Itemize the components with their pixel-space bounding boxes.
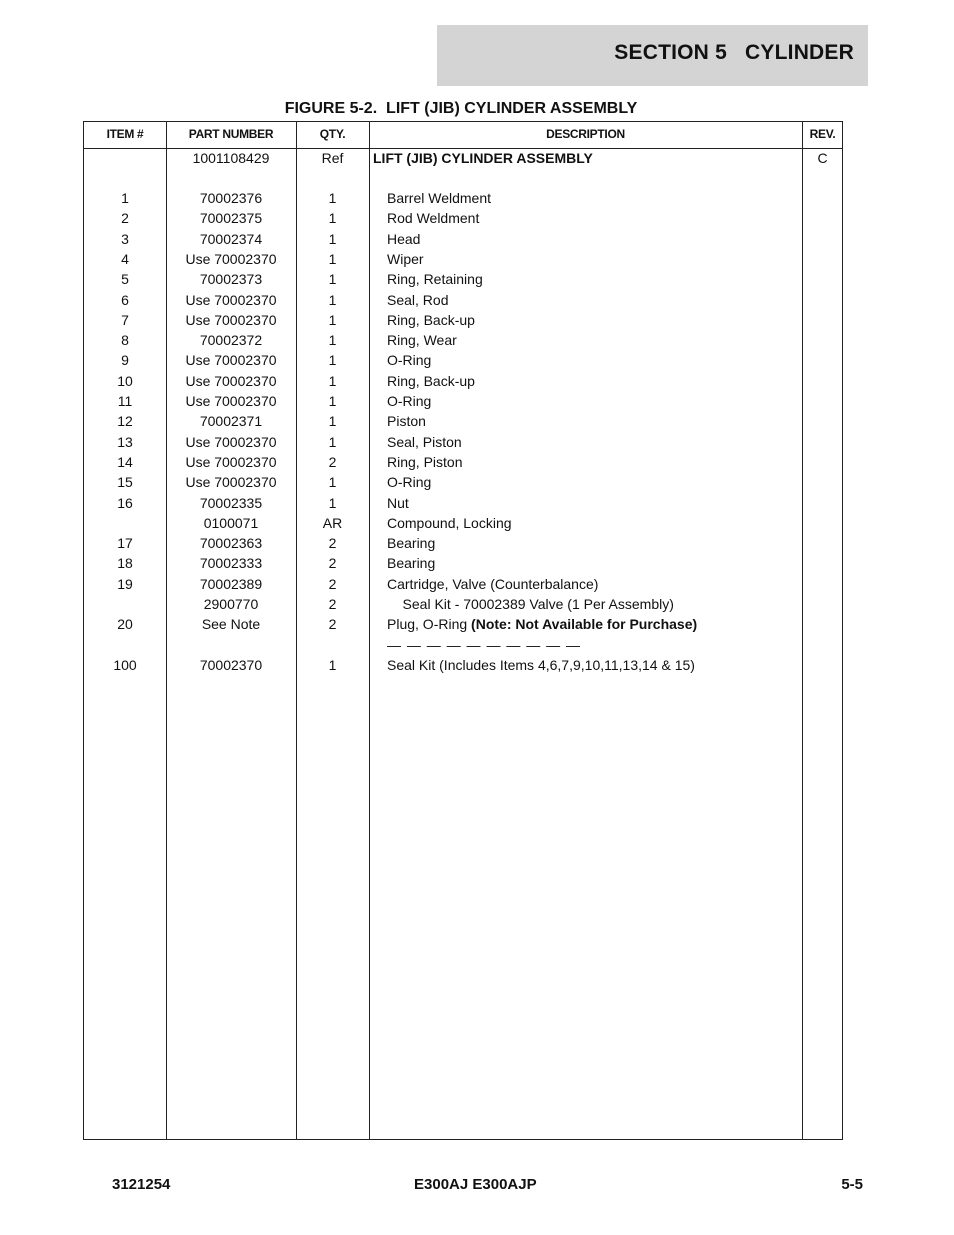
description-text: Seal, Piston <box>387 433 462 450</box>
quantity: AR <box>322 514 343 531</box>
part-number: Use 70002370 <box>185 474 277 491</box>
table-row <box>84 513 842 533</box>
description-text: Ring, Back-up <box>387 311 475 328</box>
description <box>387 188 491 208</box>
header-part-number: PART NUMBER <box>188 127 274 141</box>
quantity: 1 <box>328 433 337 450</box>
part-number: Use 70002370 <box>185 372 277 389</box>
item-number: 4 <box>121 250 129 267</box>
item-number: 3 <box>121 230 129 247</box>
description <box>387 432 462 452</box>
part-number: Use 70002370 <box>185 291 277 308</box>
description-text: Plug, O-Ring <box>387 616 472 633</box>
description-text: Bearing <box>387 555 436 572</box>
item-number: 5 <box>121 271 129 288</box>
item-number: 11 <box>117 393 133 409</box>
description-text: Wiper <box>387 250 424 267</box>
part-number: Use 70002370 <box>185 352 277 369</box>
quantity: 1 <box>328 332 337 349</box>
description: Seal Kit (Includes Items 4,6,7,9,10,11,13,14 & 15) <box>387 656 695 673</box>
item-number: 8 <box>121 332 129 349</box>
description <box>387 249 424 269</box>
figure-title-text: FIGURE 5-2. LIFT (JIB) CYLINDER ASSEMBLY <box>284 100 638 117</box>
header-item: ITEM # <box>106 127 144 141</box>
parts-table <box>83 121 843 1140</box>
part-number: 70002374 <box>199 230 263 247</box>
description-note: (Note: Not Available for Purchase) <box>471 616 698 633</box>
part-number: 70002372 <box>199 332 263 349</box>
table-row <box>84 249 842 269</box>
description: LIFT (JIB) CYLINDER ASSEMBLY <box>373 150 593 166</box>
part-number: 70002375 <box>199 210 263 227</box>
footer-models: E300AJ E300AJP <box>414 1176 537 1193</box>
table-row <box>84 614 842 634</box>
dash-separator: — — — — — — — — — — <box>387 636 582 653</box>
description-text: O-Ring <box>387 352 432 369</box>
item-number: 7 <box>121 311 129 328</box>
item-number: 12 <box>117 413 133 430</box>
quantity: 2 <box>328 453 337 470</box>
part-number: 70002376 <box>199 190 263 206</box>
header-qty: QTY. <box>319 127 346 141</box>
part-number: Use 70002370 <box>185 311 277 328</box>
quantity: 1 <box>328 413 337 430</box>
description <box>387 269 483 289</box>
item-number: 16 <box>117 494 133 511</box>
description-text: Seal, Rod <box>387 291 449 308</box>
section-banner <box>437 25 868 86</box>
description-text: Piston <box>387 413 426 430</box>
description-text: Nut <box>387 494 409 511</box>
table-row <box>84 452 842 472</box>
table-row <box>84 432 842 452</box>
table-row <box>84 269 842 289</box>
description <box>387 310 475 330</box>
description-text: O-Ring <box>387 393 432 409</box>
description-text: Seal Kit - 70002389 Valve (1 Per Assembly) <box>387 596 674 612</box>
quantity: 2 <box>328 575 337 592</box>
table-row <box>84 188 842 208</box>
description <box>387 574 598 594</box>
description <box>387 493 409 513</box>
table-row <box>84 310 842 330</box>
description <box>387 371 475 391</box>
table-row <box>84 574 842 594</box>
item-number: 14 <box>117 453 133 470</box>
description <box>387 553 435 573</box>
description <box>387 513 512 533</box>
part-number: 70002373 <box>199 271 263 288</box>
description <box>387 350 431 370</box>
quantity: 2 <box>328 535 337 552</box>
quantity: 1 <box>328 210 337 227</box>
item-number: 6 <box>121 291 129 308</box>
quantity: Ref <box>321 150 344 166</box>
part-number: 0100071 <box>203 514 259 531</box>
table-row <box>84 493 842 513</box>
item-number: 9 <box>121 352 129 369</box>
table-row <box>84 533 842 553</box>
description-text: Cartridge, Valve (Counterbalance) <box>387 575 599 592</box>
part-number: 70002363 <box>199 535 263 552</box>
item-number: 17 <box>117 535 133 552</box>
description-text: Ring, Retaining <box>387 271 483 288</box>
description <box>387 229 420 249</box>
quantity: 1 <box>328 494 337 511</box>
item-number: 10 <box>117 372 133 389</box>
quantity: 1 <box>328 291 337 308</box>
table-row <box>84 411 842 431</box>
assembly-row <box>84 148 842 168</box>
item-number: 2 <box>121 210 129 227</box>
item-number: 18 <box>117 555 133 572</box>
table-row <box>84 290 842 310</box>
table-row <box>84 371 842 391</box>
item-number: 100 <box>113 656 137 673</box>
description-text: Ring, Wear <box>387 332 457 349</box>
description <box>387 533 435 553</box>
revision: C <box>817 150 828 166</box>
quantity: 1 <box>328 311 337 328</box>
part-number: Use 70002370 <box>185 433 277 450</box>
description <box>387 614 697 634</box>
quantity: 2 <box>328 555 337 572</box>
quantity: 1 <box>328 372 337 389</box>
kit-row <box>84 655 842 675</box>
header-description: DESCRIPTION <box>546 127 625 141</box>
description-text: Ring, Back-up <box>387 372 475 389</box>
section-title: SECTION 5 CYLINDER <box>614 41 854 64</box>
part-number: See Note <box>201 616 261 633</box>
table-row <box>84 208 842 228</box>
item-number: 13 <box>117 433 133 450</box>
item-number: 19 <box>117 575 133 592</box>
description-text: Head <box>387 230 421 247</box>
description <box>387 290 448 310</box>
part-number: 70002371 <box>199 413 263 430</box>
quantity: 1 <box>328 474 337 491</box>
quantity: 1 <box>328 352 337 369</box>
quantity: 1 <box>328 393 337 409</box>
quantity: 1 <box>328 230 337 247</box>
part-number: 70002335 <box>199 494 263 511</box>
part-number: Use 70002370 <box>185 393 277 409</box>
description-text: Bearing <box>387 535 436 552</box>
quantity: 2 <box>328 616 337 633</box>
part-number: Use 70002370 <box>185 250 277 267</box>
item-number: 1 <box>121 190 129 206</box>
table-row <box>84 594 842 614</box>
separator-row <box>84 635 842 655</box>
quantity: 1 <box>328 190 337 206</box>
description <box>387 330 457 350</box>
part-number: 2900770 <box>203 596 259 612</box>
footer-page-number: 5-5 <box>841 1176 863 1193</box>
description-text: Ring, Piston <box>387 453 463 470</box>
part-number: 70002389 <box>199 575 263 592</box>
table-row <box>84 350 842 370</box>
description <box>387 411 426 431</box>
quantity: 1 <box>328 656 337 673</box>
description-text: O-Ring <box>387 474 432 491</box>
header-rev: REV. <box>809 127 836 141</box>
description-text: Rod Weldment <box>387 210 480 227</box>
part-number: 70002370 <box>199 656 263 673</box>
table-row <box>84 553 842 573</box>
part-number: 1001108429 <box>192 150 270 166</box>
table-row <box>84 229 842 249</box>
description <box>387 208 479 228</box>
table-row <box>84 330 842 350</box>
item-number: 20 <box>117 616 133 633</box>
quantity: 2 <box>328 596 337 612</box>
part-number: 70002333 <box>199 555 263 572</box>
description-text: Compound, Locking <box>387 514 512 531</box>
description <box>387 594 674 614</box>
table-row <box>84 391 842 411</box>
description <box>387 452 462 472</box>
description <box>387 472 431 492</box>
footer-doc-number: 3121254 <box>112 1176 171 1193</box>
quantity: 1 <box>328 250 337 267</box>
item-number: 15 <box>117 474 133 491</box>
description <box>387 391 431 411</box>
description-text: Barrel Weldment <box>387 190 492 206</box>
part-number: Use 70002370 <box>185 453 277 470</box>
quantity: 1 <box>328 271 337 288</box>
figure-title <box>0 100 954 118</box>
table-row <box>84 472 842 492</box>
